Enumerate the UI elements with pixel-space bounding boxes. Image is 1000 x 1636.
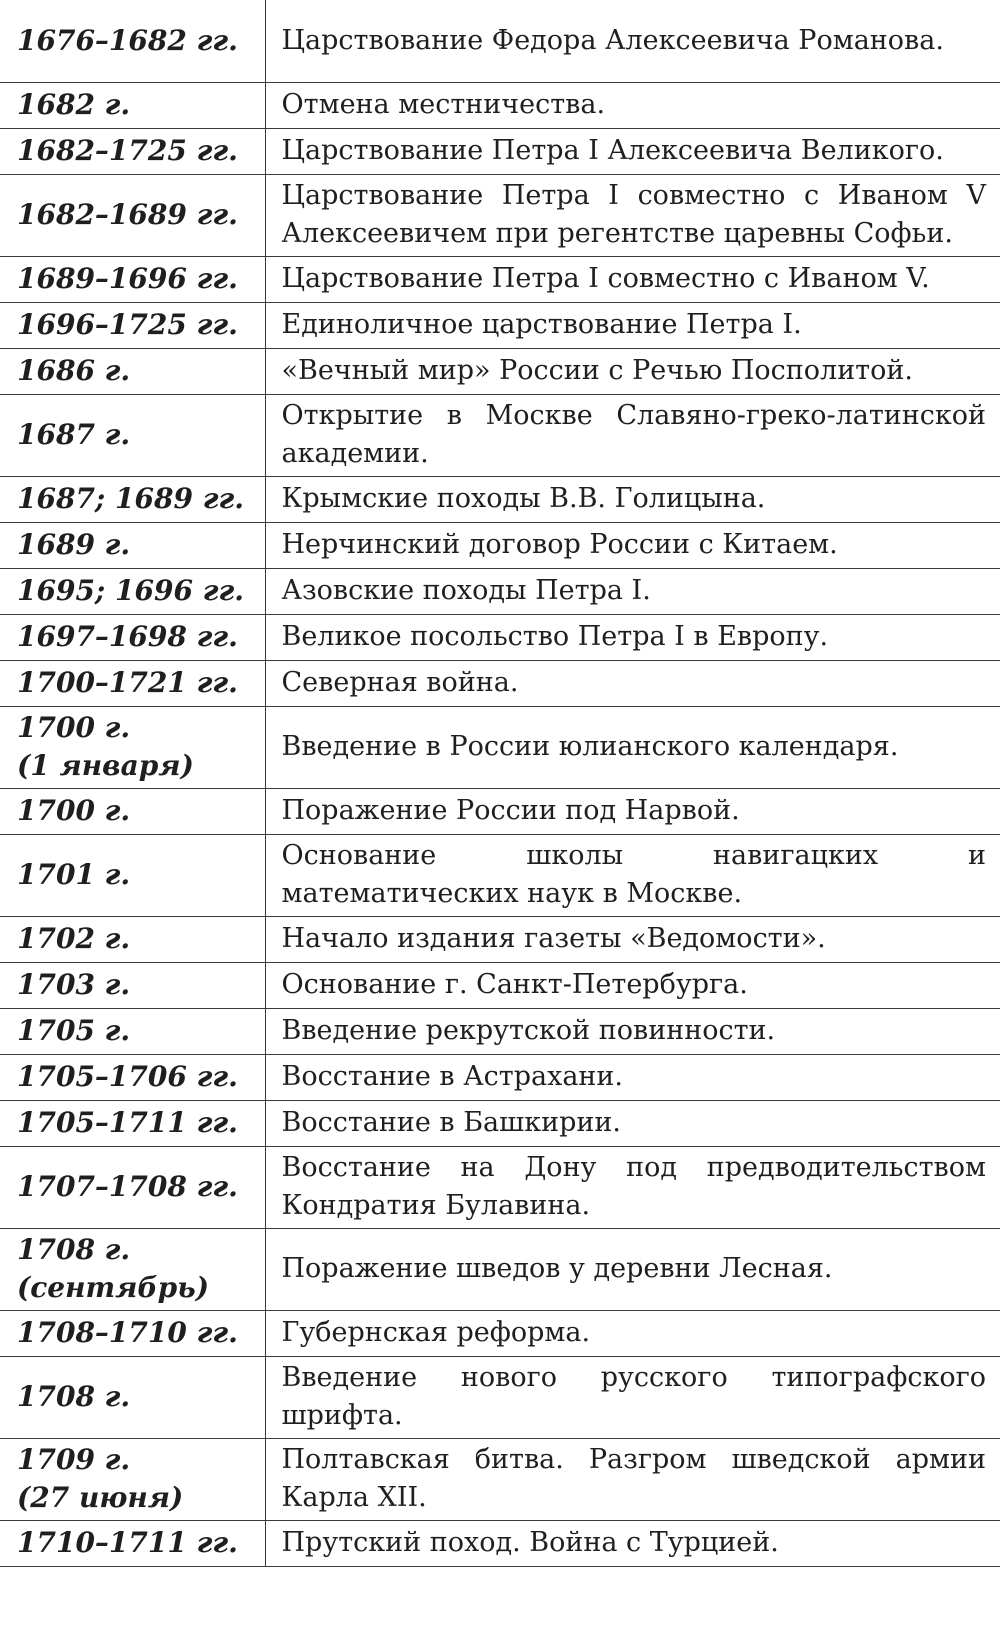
date-text: 1709 г. bbox=[17, 1443, 131, 1476]
table-row bbox=[0, 174, 1000, 256]
date-cell: 1700–1721 гг. bbox=[0, 660, 265, 706]
event-cell: Основание школы навигацких и математических наук в Москве. bbox=[265, 834, 1000, 916]
event-cell: Царствование Петра I совместно с Иваном V Алексеевичем при регентстве царевны Софьи. bbox=[265, 174, 1000, 256]
table-row bbox=[0, 834, 1000, 916]
table-row bbox=[0, 1100, 1000, 1146]
date-cell bbox=[0, 706, 265, 788]
table-row bbox=[0, 1520, 1000, 1566]
event-cell: Восстание в Башкирии. bbox=[265, 1100, 1000, 1146]
table-row bbox=[0, 916, 1000, 962]
table-row bbox=[0, 1228, 1000, 1310]
date-cell: 1696–1725 гг. bbox=[0, 302, 265, 348]
date-cell: 1689–1696 гг. bbox=[0, 256, 265, 302]
date-cell: 1708 г. bbox=[0, 1356, 265, 1438]
event-cell: Открытие в Москве Славяно-греко-латинской академии. bbox=[265, 394, 1000, 476]
table-row bbox=[0, 522, 1000, 568]
event-cell: Введение рекрутской повинности. bbox=[265, 1008, 1000, 1054]
date-cell: 1705–1706 гг. bbox=[0, 1054, 265, 1100]
date-cell bbox=[0, 1438, 265, 1520]
date-cell: 1682 г. bbox=[0, 82, 265, 128]
table-row bbox=[0, 706, 1000, 788]
event-cell: Полтавская битва. Разгром шведской армии Карла XII. bbox=[265, 1438, 1000, 1520]
date-cell: 1689 г. bbox=[0, 522, 265, 568]
date-note: (27 июня) bbox=[17, 1481, 184, 1514]
date-cell: 1701 г. bbox=[0, 834, 265, 916]
table-row bbox=[0, 788, 1000, 834]
date-cell: 1682–1725 гг. bbox=[0, 128, 265, 174]
event-cell: Нерчинский договор России с Китаем. bbox=[265, 522, 1000, 568]
event-cell: Царствование Петра I Алексеевича Великого. bbox=[265, 128, 1000, 174]
event-cell: Северная война. bbox=[265, 660, 1000, 706]
table-row bbox=[0, 256, 1000, 302]
table-row bbox=[0, 1356, 1000, 1438]
event-cell: Азовские походы Петра I. bbox=[265, 568, 1000, 614]
event-cell: «Вечный мир» России с Речью Посполитой. bbox=[265, 348, 1000, 394]
table-row bbox=[0, 1310, 1000, 1356]
event-cell: Основание г. Санкт-Петербурга. bbox=[265, 962, 1000, 1008]
event-cell: Царствование Петра I совместно с Иваном V. bbox=[265, 256, 1000, 302]
table-row bbox=[0, 82, 1000, 128]
table-row bbox=[0, 1438, 1000, 1520]
table-row bbox=[0, 394, 1000, 476]
table-row bbox=[0, 660, 1000, 706]
date-cell: 1687; 1689 гг. bbox=[0, 476, 265, 522]
event-cell: Крымские походы В.В. Голицына. bbox=[265, 476, 1000, 522]
event-cell: Восстание на Дону под предводительством Кондратия Булавина. bbox=[265, 1146, 1000, 1228]
event-cell: Восстание в Астрахани. bbox=[265, 1054, 1000, 1100]
date-cell: 1707–1708 гг. bbox=[0, 1146, 265, 1228]
table-row bbox=[0, 1146, 1000, 1228]
date-cell: 1682–1689 гг. bbox=[0, 174, 265, 256]
date-cell: 1703 г. bbox=[0, 962, 265, 1008]
table-row bbox=[0, 476, 1000, 522]
event-cell: Единоличное царствование Петра I. bbox=[265, 302, 1000, 348]
event-cell: Царствование Федора Алексеевича Романова. bbox=[265, 0, 1000, 82]
table-row bbox=[0, 348, 1000, 394]
event-cell: Отмена местничества. bbox=[265, 82, 1000, 128]
date-cell: 1705–1711 гг. bbox=[0, 1100, 265, 1146]
event-cell: Начало издания газеты «Ведомости». bbox=[265, 916, 1000, 962]
date-note: (сентябрь) bbox=[17, 1271, 209, 1304]
event-cell: Введение нового русского типографского шрифта. bbox=[265, 1356, 1000, 1438]
event-cell: Губернская реформа. bbox=[265, 1310, 1000, 1356]
table-row bbox=[0, 302, 1000, 348]
table-row bbox=[0, 614, 1000, 660]
event-cell: Прутский поход. Война с Турцией. bbox=[265, 1520, 1000, 1566]
event-cell: Поражение шведов у деревни Лесная. bbox=[265, 1228, 1000, 1310]
table-row bbox=[0, 568, 1000, 614]
date-cell: 1697–1698 гг. bbox=[0, 614, 265, 660]
date-cell: 1686 г. bbox=[0, 348, 265, 394]
table-row bbox=[0, 962, 1000, 1008]
date-cell: 1705 г. bbox=[0, 1008, 265, 1054]
event-cell: Великое посольство Петра I в Европу. bbox=[265, 614, 1000, 660]
date-text: 1708 г. bbox=[17, 1233, 131, 1266]
date-cell: 1676–1682 гг. bbox=[0, 0, 265, 82]
table-row bbox=[0, 128, 1000, 174]
event-cell: Поражение России под Нарвой. bbox=[265, 788, 1000, 834]
date-cell: 1702 г. bbox=[0, 916, 265, 962]
date-cell: 1695; 1696 гг. bbox=[0, 568, 265, 614]
table-row bbox=[0, 1054, 1000, 1100]
date-text: 1700 г. bbox=[17, 711, 131, 744]
date-cell bbox=[0, 1228, 265, 1310]
date-cell: 1687 г. bbox=[0, 394, 265, 476]
date-cell: 1710–1711 гг. bbox=[0, 1520, 265, 1566]
event-cell: Введение в России юлианского календаря. bbox=[265, 706, 1000, 788]
table-row bbox=[0, 0, 1000, 82]
table-row bbox=[0, 1008, 1000, 1054]
date-cell: 1708–1710 гг. bbox=[0, 1310, 265, 1356]
date-cell: 1700 г. bbox=[0, 788, 265, 834]
date-note: (1 января) bbox=[17, 749, 194, 782]
